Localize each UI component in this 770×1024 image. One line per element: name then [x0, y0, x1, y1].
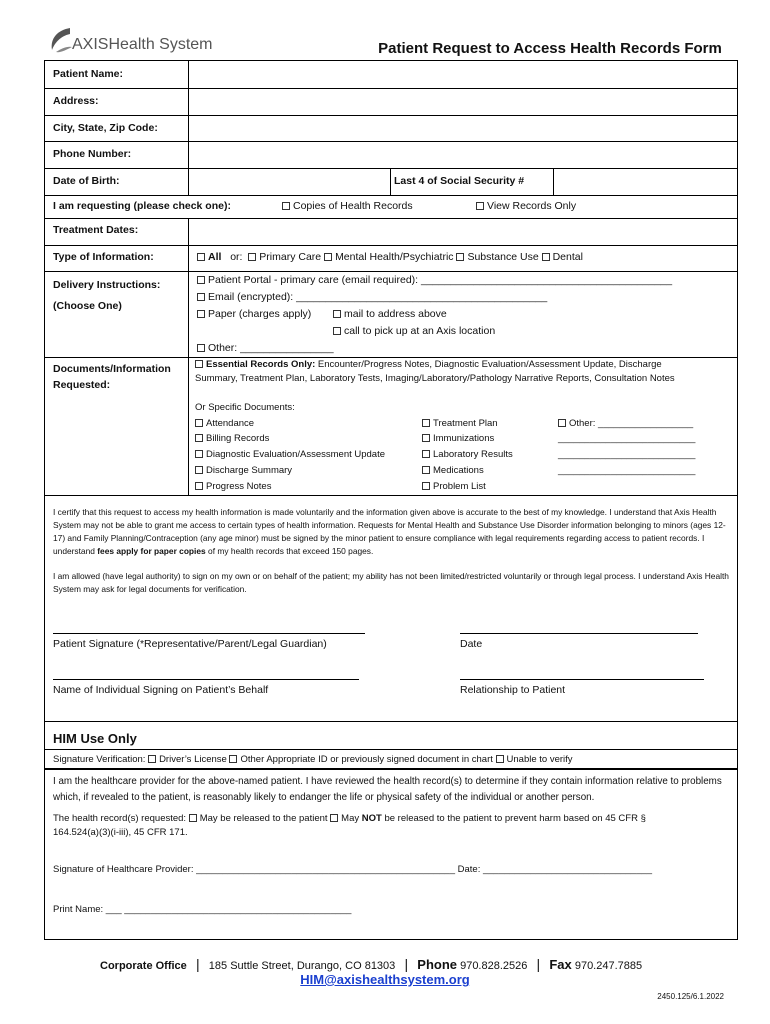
- date-label: Date: [460, 638, 483, 650]
- him-title: HIM Use Only: [53, 731, 137, 746]
- checkbox-icon[interactable]: [330, 814, 338, 822]
- checkbox-icon[interactable]: [195, 434, 203, 442]
- type-all[interactable]: All: [208, 251, 222, 263]
- checkbox-icon[interactable]: [197, 253, 205, 261]
- doc-discharge[interactable]: Discharge Summary: [195, 465, 292, 476]
- address-field[interactable]: [190, 89, 736, 113]
- checkbox-icon[interactable]: [542, 253, 550, 261]
- checkbox-icon[interactable]: [422, 466, 430, 474]
- delivery-label: Delivery Instructions:: [53, 279, 161, 291]
- checkbox-icon[interactable]: [476, 202, 484, 210]
- checkbox-icon[interactable]: [195, 482, 203, 490]
- delivery-paper[interactable]: Paper (charges apply): [197, 308, 311, 320]
- checkbox-icon[interactable]: [422, 434, 430, 442]
- checkbox-icon[interactable]: [558, 419, 566, 427]
- checkbox-icon[interactable]: [333, 310, 341, 318]
- axis-swoosh-icon: [48, 26, 74, 56]
- checkbox-icon[interactable]: [148, 755, 156, 763]
- checkbox-icon[interactable]: [197, 276, 205, 284]
- provider-paragraph: I am the healthcare provider for the above-named patient. I have reviewed the health record(s) to determine if they contain information relative to problems which, if revealed to the patient, is reasonably likely to endanger the life or physical safety of the individual or another person.: [53, 776, 722, 803]
- checkbox-icon[interactable]: [195, 419, 203, 427]
- checkbox-icon[interactable]: [422, 419, 430, 427]
- checkbox-icon[interactable]: [422, 450, 430, 458]
- individual-signing-line[interactable]: [53, 679, 359, 680]
- him-divider: [44, 768, 738, 769]
- city-state-zip-label: City, State, Zip Code:: [53, 122, 158, 134]
- requesting-label: I am requesting (please check one):: [53, 200, 231, 212]
- ssn-field[interactable]: [554, 169, 736, 193]
- may-not-release[interactable]: May NOT be released to the patient to prevent harm based on 45 CFR §: [341, 813, 646, 824]
- type-dental[interactable]: Dental: [552, 251, 583, 263]
- ssn-label: Last 4 of Social Security #: [394, 175, 525, 187]
- doc-problem-list[interactable]: Problem List: [422, 481, 486, 492]
- logo-text: AXISHealth System: [72, 36, 213, 53]
- checkbox-icon[interactable]: [324, 253, 332, 261]
- checkbox-icon[interactable]: [248, 253, 256, 261]
- doc-other[interactable]: Other: __________________: [558, 418, 693, 429]
- doc-billing[interactable]: Billing Records: [195, 433, 269, 444]
- relationship-label: Relationship to Patient: [460, 684, 566, 696]
- delivery-pickup[interactable]: call to pick up at an Axis location: [333, 325, 495, 337]
- cfr-line: 164.524(a)(3)(i-iii), 45 CFR 171.: [53, 827, 188, 838]
- delivery-email[interactable]: Email (encrypted): ___________________________________________: [197, 291, 547, 303]
- view-option[interactable]: View Records Only: [476, 200, 576, 212]
- treatment-dates-label: Treatment Dates:: [53, 224, 139, 236]
- doc-progress[interactable]: Progress Notes: [195, 481, 271, 492]
- him-divider: [44, 749, 738, 750]
- individual-signing-label: Name of Individual Signing on Patient’s Behalf: [53, 684, 269, 696]
- footer-phone: 970.828.2526: [460, 960, 528, 972]
- doc-medications[interactable]: Medications: [422, 465, 484, 476]
- footer-address: 185 Suttle Street, Durango, CO 81303: [208, 960, 396, 972]
- checkbox-icon[interactable]: [195, 450, 203, 458]
- document-id: 2450.125/6.1.2022: [657, 992, 724, 1001]
- verify-other-id[interactable]: Other Appropriate ID or previously signed document in chart: [240, 754, 493, 765]
- essential-records[interactable]: Essential Records Only: Encounter/Progress Notes, Diagnostic Evaluation/Assessment Update, Discharge: [195, 359, 662, 370]
- form-title: Patient Request to Access Health Records Form: [378, 40, 722, 57]
- dob-field[interactable]: [190, 169, 388, 193]
- copies-option[interactable]: Copies of Health Records: [282, 200, 413, 212]
- checkbox-icon[interactable]: [195, 466, 203, 474]
- checkbox-icon[interactable]: [195, 360, 203, 368]
- checkbox-icon[interactable]: [456, 253, 464, 261]
- checkbox-icon[interactable]: [197, 344, 205, 352]
- date-line[interactable]: [460, 633, 698, 634]
- checkbox-icon[interactable]: [282, 202, 290, 210]
- him-verification: Signature Verification: Driver’s License Other Appropriate ID or previously signed document in chart Unable to verify: [53, 754, 573, 765]
- documents-label-2: Requested:: [53, 379, 111, 391]
- verify-unable[interactable]: Unable to verify: [506, 754, 573, 765]
- delivery-portal[interactable]: Patient Portal - primary care (email required): ___________________________________________: [197, 274, 672, 286]
- checkbox-icon[interactable]: [197, 293, 205, 301]
- patient-signature-label: Patient Signature (*Representative/Parent/Legal Guardian): [53, 638, 327, 650]
- checkbox-icon[interactable]: [229, 755, 237, 763]
- checkbox-icon[interactable]: [496, 755, 504, 763]
- choose-one-label: (Choose One): [53, 300, 122, 312]
- corporate-office: Corporate Office: [100, 960, 187, 972]
- doc-other-line[interactable]: __________________________: [558, 433, 696, 444]
- type-info-label: Type of Information:: [53, 251, 154, 263]
- footer-fax: 970.247.7885: [574, 960, 643, 972]
- type-substance[interactable]: Substance Use: [467, 251, 539, 263]
- checkbox-icon[interactable]: [333, 327, 341, 335]
- verify-drivers-license[interactable]: Driver’s License: [159, 754, 227, 765]
- type-mental[interactable]: Mental Health/Psychiatric: [335, 251, 454, 263]
- address-label: Address:: [53, 95, 99, 107]
- type-primary[interactable]: Primary Care: [259, 251, 322, 263]
- certify-paragraph: I certify that this request to access my health information is made voluntarily and the information given above is accurate to the best of my knowledge. I understand that Axis Health System may not be able to grant me access to certain types of health information. Requests for Mental Health and Substance Use Disorder information belonging to minors (ages 12-17) and Family Planning/Contraception (any age minor) must be signed by the minor patient to ensure compliance with legal requirements regarding access to patient records. I understand fees apply for paper copies of my health records that exceed 150 pages.: [53, 507, 726, 556]
- email-link[interactable]: HIM@axishealthsystem.org: [300, 972, 470, 987]
- may-release[interactable]: May be released to the patient: [199, 813, 328, 824]
- phone-field[interactable]: [190, 142, 736, 166]
- patient-name-label: Patient Name:: [53, 68, 124, 80]
- doc-other-line[interactable]: __________________________: [558, 465, 696, 476]
- doc-attendance[interactable]: Attendance: [195, 418, 254, 429]
- delivery-other[interactable]: Other: ________________: [197, 342, 334, 354]
- patient-signature-line[interactable]: [53, 633, 365, 634]
- phone-label: Phone Number:: [53, 148, 132, 160]
- footer-line: Corporate Office | 185 Suttle Street, Durango, CO 81303 | Phone 970.828.2526 | Fax 970.247.7885: [100, 956, 643, 972]
- specific-docs-label: Or Specific Documents:: [195, 402, 295, 413]
- print-name[interactable]: Print Name: ___ ___________________________________________: [53, 904, 352, 915]
- checkbox-icon[interactable]: [189, 814, 197, 822]
- relationship-line[interactable]: [460, 679, 704, 680]
- provider-signature[interactable]: Signature of Healthcare Provider: _________________________________________________ Date: ________________________________: [53, 864, 653, 875]
- doc-lab-results[interactable]: Laboratory Results: [422, 449, 513, 460]
- essential-records-line2: Summary, Treatment Plan, Laboratory Tests, Imaging/Laboratory/Pathology Narrative Reports, Consultation Notes: [195, 373, 675, 384]
- delivery-mail[interactable]: mail to address above: [333, 308, 447, 320]
- type-options: All or: Primary Care Mental Health/Psychiatric Substance Use Dental: [197, 251, 583, 263]
- axis-logo: [48, 22, 238, 58]
- doc-treatment-plan[interactable]: Treatment Plan: [422, 418, 498, 429]
- city-state-zip-field[interactable]: [190, 115, 736, 139]
- checkbox-icon[interactable]: [422, 482, 430, 490]
- documents-label-1: Documents/Information: [53, 363, 171, 375]
- dob-label: Date of Birth:: [53, 175, 120, 187]
- doc-immunizations[interactable]: Immunizations: [422, 433, 494, 444]
- doc-other-line[interactable]: __________________________: [558, 449, 696, 460]
- doc-diagnostic[interactable]: Diagnostic Evaluation/Assessment Update: [195, 449, 385, 460]
- authority-paragraph: I am allowed (have legal authority) to sign on my own or on behalf of the patient; my ability has not been limited/restricted voluntarily or through legal process. I understand Axis Health System may ask for legal documents for verification.: [53, 571, 729, 594]
- checkbox-icon[interactable]: [197, 310, 205, 318]
- patient-name-field[interactable]: [190, 62, 736, 86]
- records-requested: The health record(s) requested: May be released to the patient May NOT be released to the patient to prevent harm based on 45 CFR §: [53, 813, 646, 824]
